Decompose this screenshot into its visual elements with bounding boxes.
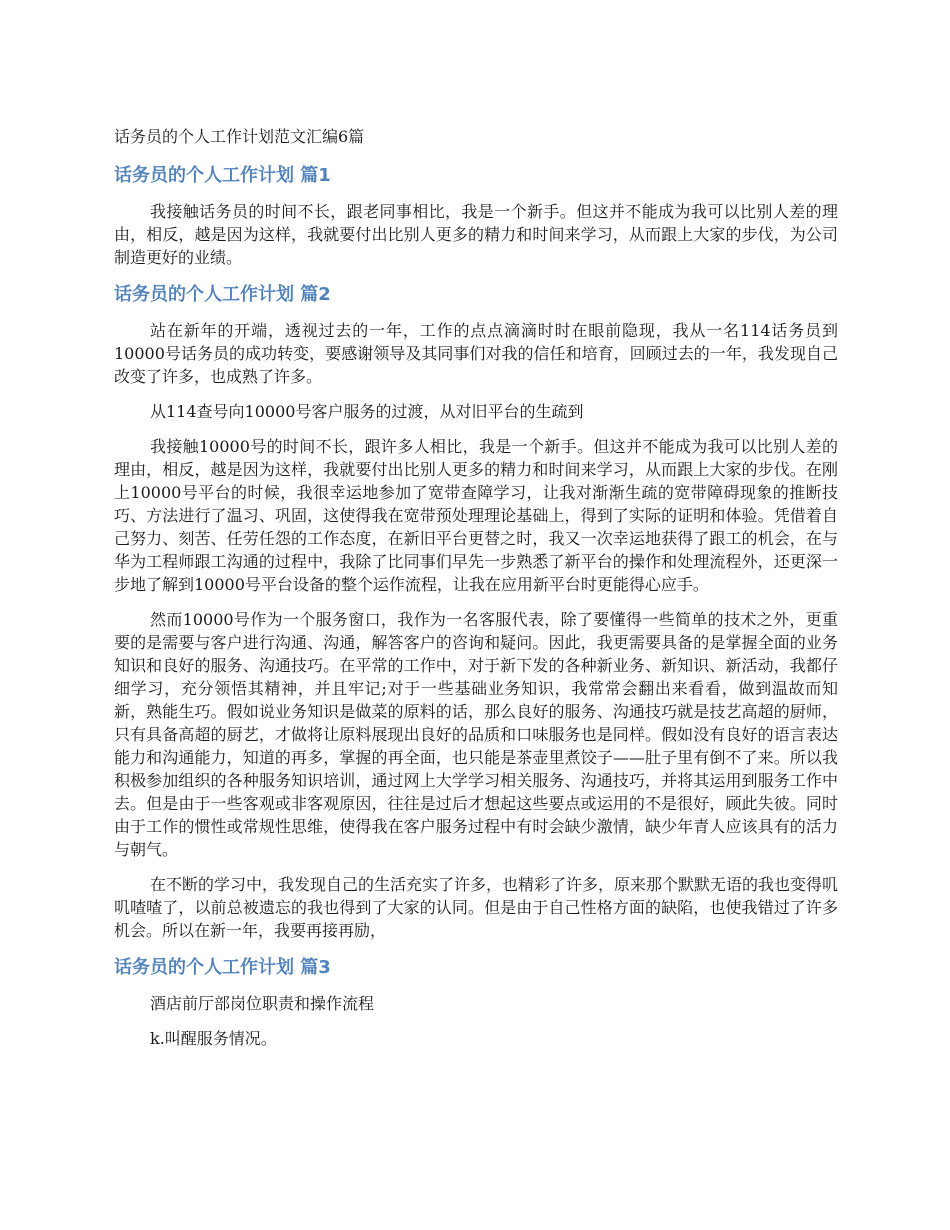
document-title: 话务员的个人工作计划范文汇编6篇 — [114, 127, 365, 146]
paragraph: 然而10000号作为一个服务窗口，我作为一名客服代表，除了要懂得一些简单的技术之外，更重要的是需要与客户进行沟通、沟通，解答客户的咨询和疑问。因此，我更需要具备的是掌握全面的业务知识和良好的服务、沟通技巧。在平常的工作中，对于新下发的各种新业务、新知识、新活动，我都仔细学习，充分领悟其精神，并且牢记;对于一些基础业务知识，我常常会翻出来看看，做到温故而知新，熟能生巧。假如说业务知识是做菜的原料的话，那么良好的服务、沟通技巧就是技艺高超的厨师，只有具备高超的厨艺，才做将让原料展现出良好的品质和口味服务也是同样。假如没有良好的语言表达能力和沟通能力，知道的再多，掌握的再全面，也只能是茶壶里煮饺子——肚子里有倒不了来。所以我积极参加组织的各种服务知识培训，通过网上大学学习相关服务、沟通技巧，并将其运用到服务工作中去。但是由于一些客观或非客观原因，往往是过后才想起这些要点或运用的不是很好，顾此失彼。同时由于工作的惯性或常规性思维，使得我在客户服务过程中有时会缺少激情，缺少年青人应该具有的活力与朝气。 — [114, 610, 838, 859]
section-3 — [114, 954, 838, 1050]
paragraph: k.叫醒服务情况。 — [150, 1029, 277, 1048]
paragraph: 站在新年的开端，透视过去的一年，工作的点点滴滴时时在眼前隐现，我从一名114话务员到10000号话务员的成功转变，要感谢领导及其同事们对我的信任和培育，回顾过去的一年，我发现自己改变了许多，也成熟了许多。 — [114, 321, 838, 386]
section-heading-3: 话务员的个人工作计划 篇3 — [114, 957, 331, 978]
paragraph: 我接触话务员的时间不长，跟老同事相比，我是一个新手。但这并不能成为我可以比别人差的理由，相反，越是因为这样，我就要付出比别人更多的精力和时间来学习，从而跟上大家的步伐，为公司制造更好的业绩。 — [114, 202, 838, 267]
paragraph: 我接触10000号的时间不长，跟许多人相比，我是一个新手。但这并不能成为我可以比别人差的理由，相反，越是因为这样，我就要付出比别人更多的精力和时间来学习，从而跟上大家的步伐。在刚上10000号平台的时候，我很幸运地参加了宽带查障学习，让我对渐渐生疏的宽带障碍现象的推断技巧、方法进行了温习、巩固，这使得我在宽带预处理理论基础上，得到了实际的证明和体验。凭借着自己努力、刻苦、任劳任怨的工作态度，在新旧平台更替之时，我又一次幸运地获得了跟工的机会，在与华为工程师跟工沟通的过程中，我除了比同事们早先一步熟悉了新平台的操作和处理流程外，还更深一步地了解到10000号平台设备的整个运作流程，让我在应用新平台时更能得心应手。 — [114, 437, 838, 594]
paragraph: 酒店前厅部岗位职责和操作流程 — [150, 994, 375, 1013]
section-1 — [114, 162, 838, 269]
section-heading-1: 话务员的个人工作计划 篇1 — [114, 165, 331, 186]
section-2 — [114, 281, 838, 942]
paragraph: 在不断的学习中，我发现自己的生活充实了许多，也精彩了许多，原来那个默默无语的我也变得叽叽喳喳了，以前总被遗忘的我也得到了大家的认同。但是由于自己性格方面的缺陷，也使我错过了许多机会。所以在新一年，我要再接再励， — [114, 875, 839, 940]
paragraph: 从114查号向10000号客户服务的过渡，从对旧平台的生疏到 — [150, 402, 584, 421]
section-heading-2: 话务员的个人工作计划 篇2 — [114, 284, 331, 305]
document-page — [114, 124, 838, 1062]
